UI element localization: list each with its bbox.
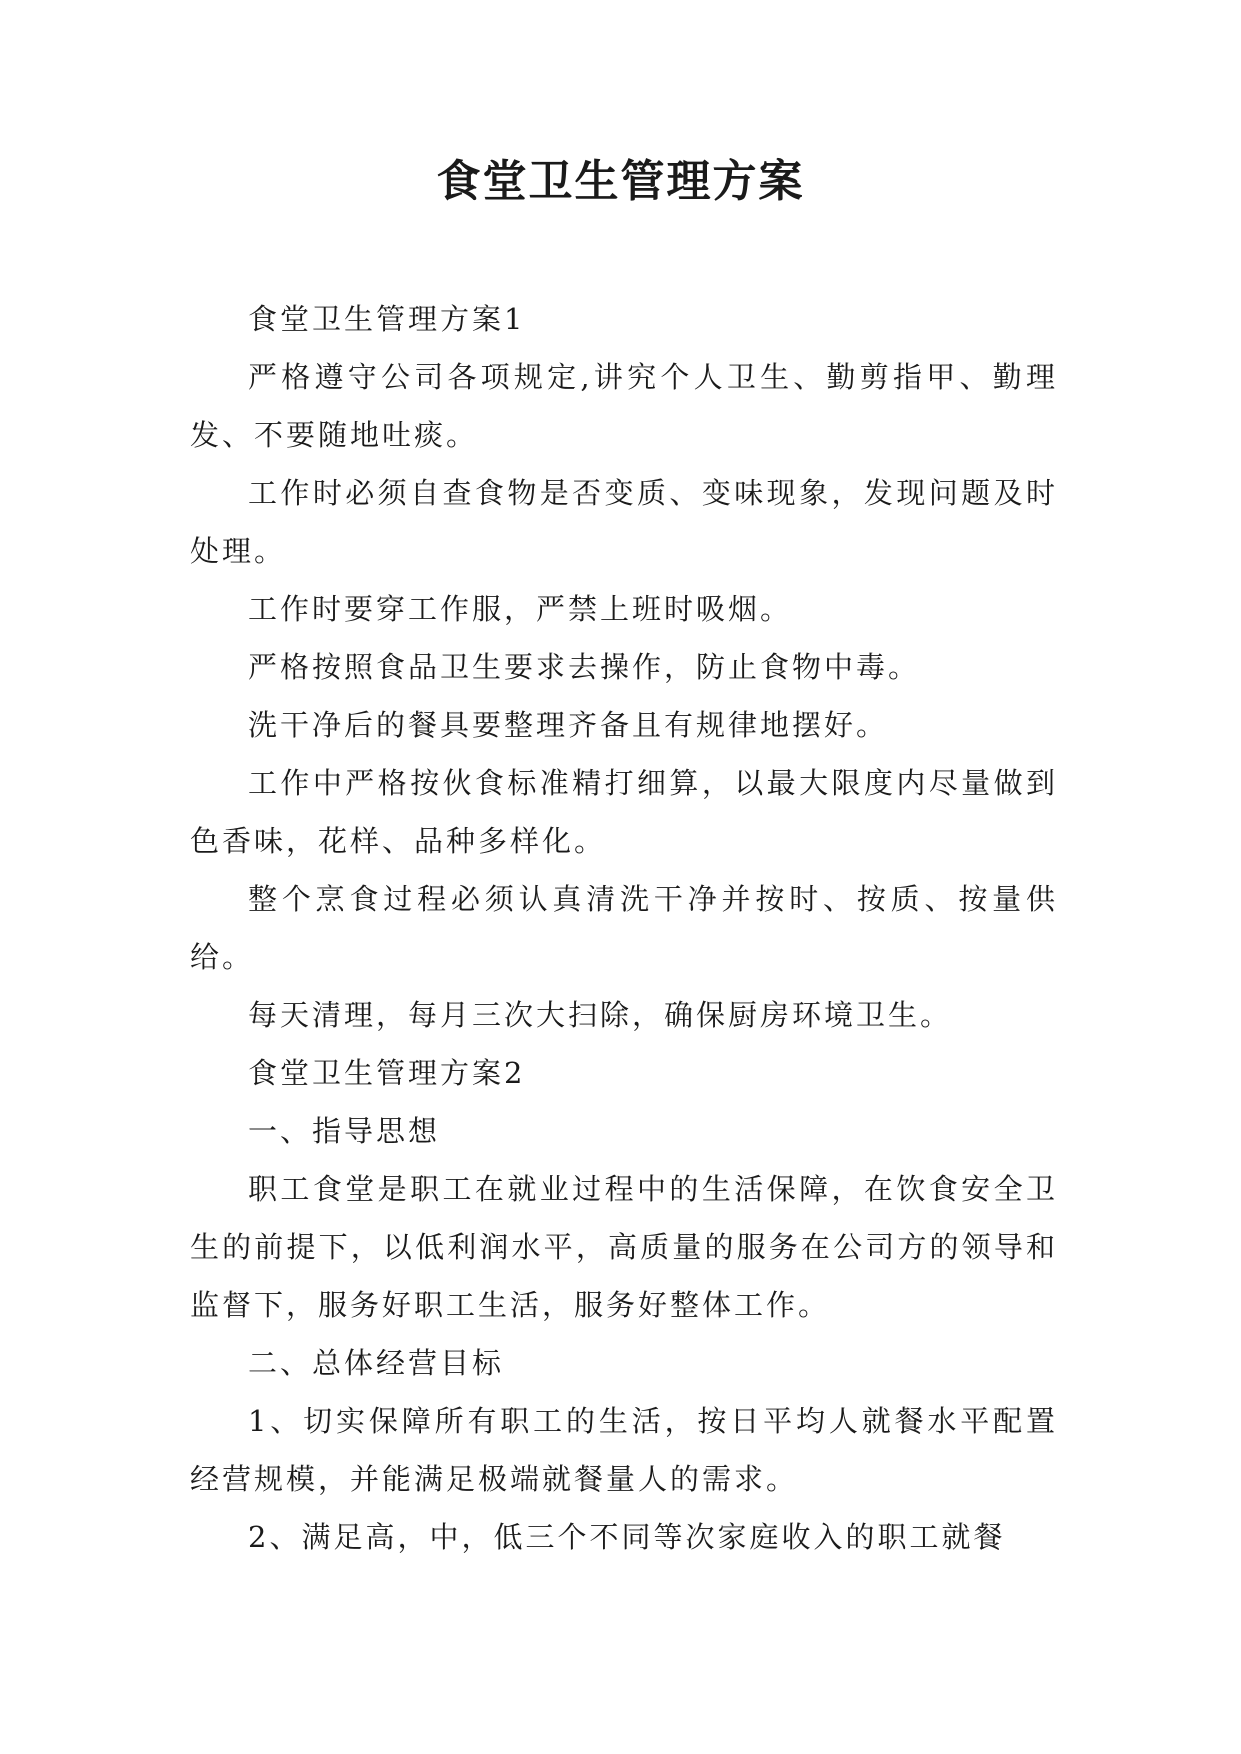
paragraph: 1、切实保障所有职工的生活，按日平均人就餐水平配置经营规模，并能满足极端就餐量人的需求。 (190, 1404, 1058, 1496)
paragraph: 2、满足高，中，低三个不同等次家庭收入的职工就餐 (248, 1520, 1006, 1554)
paragraph: 工作时要穿工作服，严禁上班时吸烟。 (248, 592, 793, 626)
paragraph: 严格遵守公司各项规定,讲究个人卫生、勤剪指甲、勤理发、不要随地吐痰。 (190, 360, 1058, 452)
document-title: 食堂卫生管理方案 (436, 156, 805, 207)
heading-plan-1: 食堂卫生管理方案1 (248, 302, 526, 336)
paragraph: 职工食堂是职工在就业过程中的生活保障，在饮食安全卫生的前提下，以低利润水平，高质量的服务在公司方的领导和监督下，服务好职工生活，服务好整体工作。 (190, 1172, 1058, 1322)
paragraph: 洗干净后的餐具要整理齐备且有规律地摆好。 (248, 708, 889, 742)
paragraph: 每天清理，每月三次大扫除，确保厨房环境卫生。 (248, 998, 953, 1032)
section-heading: 二、总体经营目标 (248, 1346, 505, 1380)
paragraph: 工作时必须自查食物是否变质、变味现象，发现问题及时处理。 (190, 476, 1058, 568)
heading-plan-2: 食堂卫生管理方案2 (248, 1056, 526, 1090)
document-body (190, 290, 1058, 1566)
paragraph: 严格按照食品卫生要求去操作，防止食物中毒。 (248, 650, 921, 684)
section-heading: 一、指导思想 (248, 1114, 441, 1148)
paragraph: 整个烹食过程必须认真清洗干净并按时、按质、按量供给。 (190, 882, 1058, 974)
paragraph: 工作中严格按伙食标准精打细算，以最大限度内尽量做到色香味，花样、品种多样化。 (190, 766, 1058, 858)
